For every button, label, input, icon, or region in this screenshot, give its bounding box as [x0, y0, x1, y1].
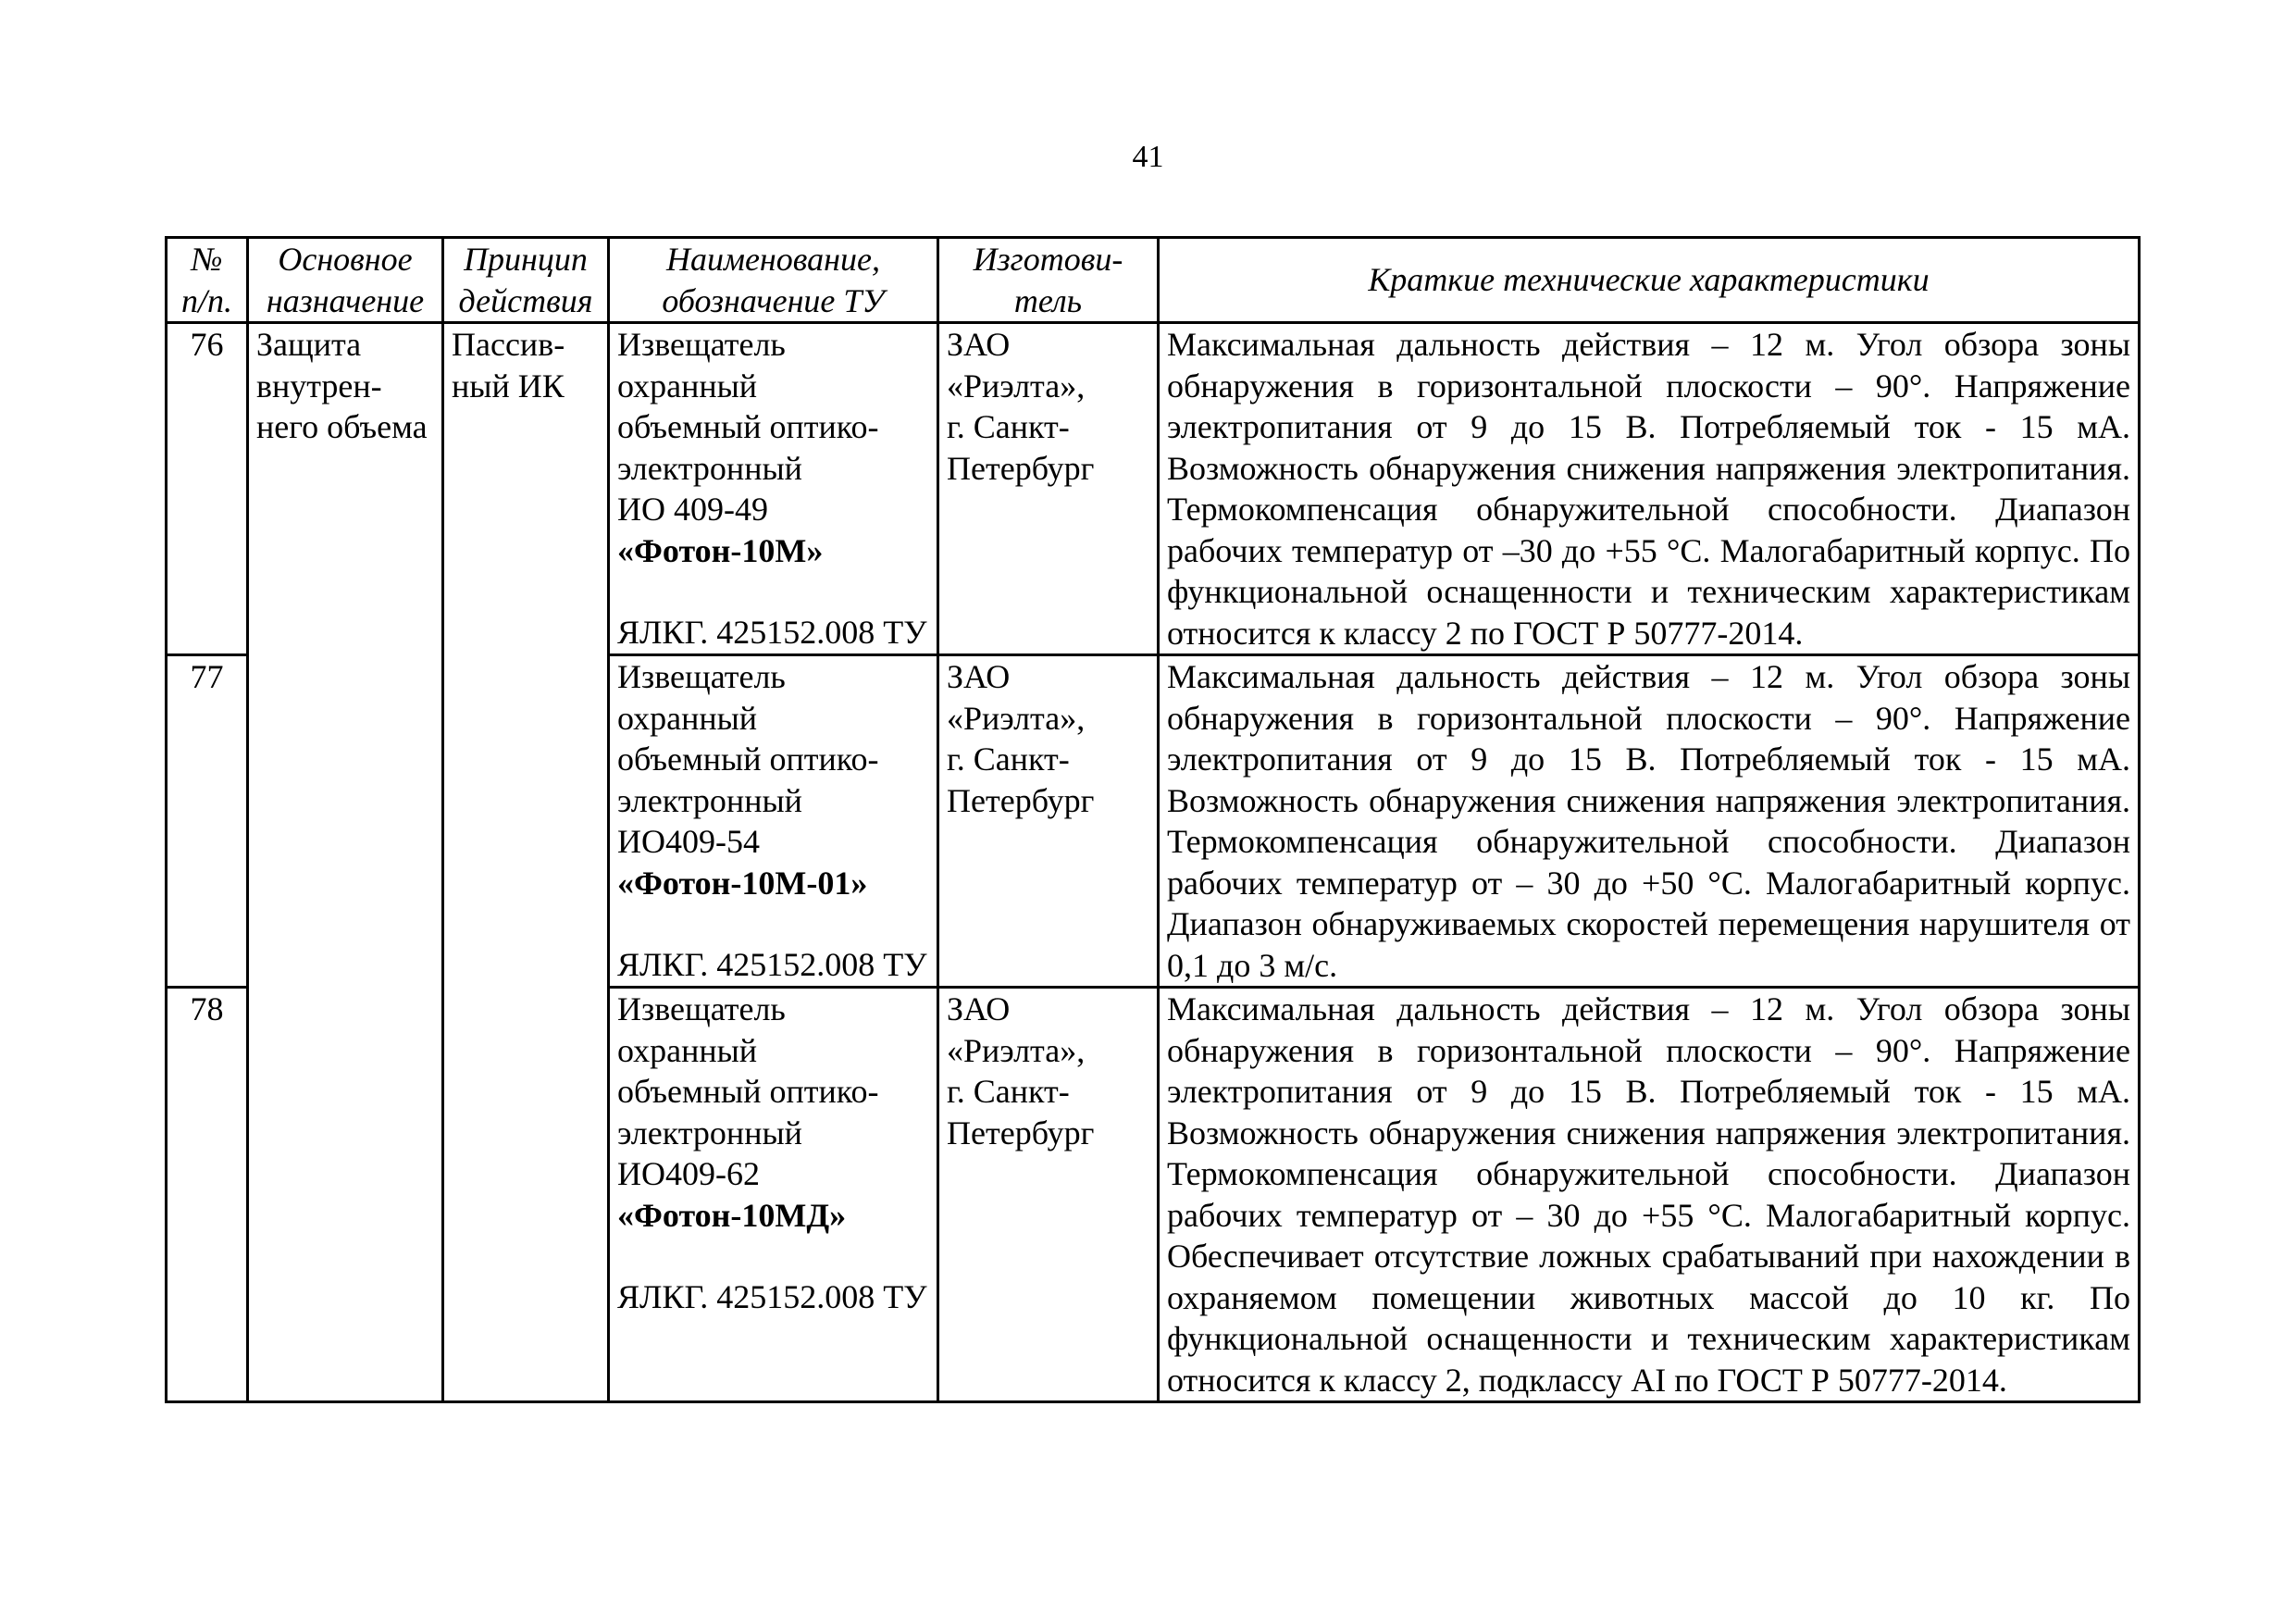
header-num-line2: п/п. [180, 281, 232, 319]
principle-cell [443, 323, 609, 1402]
header-name [609, 238, 938, 323]
header-purpose-line1: Основное [278, 241, 413, 278]
spec-table [165, 236, 2141, 1403]
purpose-cell [248, 323, 443, 1402]
device-model: «Фотон-10М-01» [617, 864, 868, 902]
device-tu: ЯЛКГ. 425152.008 ТУ [617, 1278, 927, 1315]
device-model: «Фотон-10МД» [617, 1196, 847, 1234]
device-name-line: электронный [617, 1114, 802, 1151]
device-tu: ЯЛКГ. 425152.008 ТУ [617, 946, 927, 983]
header-principle-line2: действия [458, 281, 593, 319]
maker-line: Петербург [947, 449, 1095, 487]
table-row [167, 323, 2140, 655]
device-name-cell [609, 655, 938, 988]
device-name-line: ИО409-54 [617, 823, 760, 860]
device-model: «Фотон-10М» [617, 531, 824, 569]
maker-line: «Риэлта», [947, 367, 1086, 404]
page-number: 41 [1132, 140, 1164, 174]
device-name-cell [609, 988, 938, 1402]
maker-line: ЗАО [947, 326, 1011, 363]
specs-cell: Максимальная дальность действия – 12 м. Угол обзора зоны обнаружения в горизонтальной плоскости – 90°. Напряжение электропитания от 9 до 15 В. Потребляемый ток - 15 мА. Возможность обнаружения снижения напряжения электропитания. Термокомпенсация обнаружительной способности. Диапазон рабочих температур от – 30 до +55 °С. Малогабаритный корпус. Обеспечивает отсутствие ложных срабатываний при нахождении в охраняемом помещении животных массой до 10 кг. По функциональной оснащенности и техническим характеристикам относится к классу 2, подклассу АI по ГОСТ Р 50777-2014. [1159, 988, 2140, 1402]
purpose-line: него объема [256, 408, 428, 445]
purpose-line: Защита [256, 326, 362, 363]
principle-line: ный ИК [452, 367, 565, 404]
row-number: 78 [167, 988, 248, 1402]
maker-line: Петербург [947, 781, 1095, 819]
header-purpose [248, 238, 443, 323]
device-name-line: Извещатель [617, 658, 786, 695]
header-name-line2: обозначение ТУ [662, 281, 885, 319]
header-purpose-line2: назначение [266, 281, 425, 319]
maker-cell [938, 655, 1159, 988]
specs-cell: Максимальная дальность действия – 12 м. Угол обзора зоны обнаружения в горизонтальной плоскости – 90°. Напряжение электропитания от 9 до 15 В. Потребляемый ток - 15 мА. Возможность обнаружения снижения напряжения электропитания. Термокомпенсация обнаружительной способности. Диапазон рабочих температур от – 30 до +50 °С. Малогабаритный корпус. Диапазон обнаруживаемых скоростей перемещения нарушителя от 0,1 до 3 м/с. [1159, 655, 2140, 988]
device-name-line: ИО 409-49 [617, 491, 768, 528]
row-number: 77 [167, 655, 248, 988]
device-name-cell [609, 323, 938, 655]
purpose-line: внутрен- [256, 367, 382, 404]
specs-cell: Максимальная дальность действия – 12 м. Угол обзора зоны обнаружения в горизонтальной плоскости – 90°. Напряжение электропитания от 9 до 15 В. Потребляемый ток - 15 мА. Возможность обнаружения снижения напряжения электропитания. Термокомпенсация обнаружительной способности. Диапазон рабочих температур от –30 до +55 °С. Малогабаритный корпус. По функциональной оснащенности и техническим характеристикам относится к классу 2 по ГОСТ Р 50777-2014. [1159, 323, 2140, 655]
device-tu: ЯЛКГ. 425152.008 ТУ [617, 614, 927, 651]
maker-cell [938, 988, 1159, 1402]
header-specs: Краткие технические характеристики [1159, 238, 2140, 323]
maker-line: «Риэлта», [947, 1031, 1086, 1069]
device-name-line: охранный [617, 1031, 758, 1069]
maker-line: «Риэлта», [947, 699, 1086, 737]
maker-line: г. Санкт- [947, 1073, 1070, 1110]
header-name-line1: Наименование, [665, 241, 881, 278]
device-name-line: объемный оптико- [617, 741, 879, 778]
device-name-line: охранный [617, 367, 758, 404]
principle-line: Пассив- [452, 326, 565, 363]
device-name-line: объемный оптико- [617, 1073, 879, 1110]
maker-line: Петербург [947, 1114, 1095, 1151]
maker-cell [938, 323, 1159, 655]
header-maker [938, 238, 1159, 323]
maker-line: г. Санкт- [947, 741, 1070, 778]
device-name-line: электронный [617, 781, 802, 819]
device-name-line: ИО409-62 [617, 1155, 760, 1192]
device-name-line: электронный [617, 449, 802, 487]
maker-line: ЗАО [947, 658, 1011, 695]
device-name-line: охранный [617, 699, 758, 737]
header-maker-line2: тель [1013, 281, 1083, 319]
header-principle-line1: Принцип [464, 241, 588, 278]
maker-line: ЗАО [947, 990, 1011, 1027]
header-row [167, 238, 2140, 323]
header-maker-line1: Изготови- [973, 241, 1123, 278]
header-num [167, 238, 248, 323]
device-name-line: объемный оптико- [617, 408, 879, 445]
device-name-line: Извещатель [617, 990, 786, 1027]
maker-line: г. Санкт- [947, 408, 1070, 445]
header-principle [443, 238, 609, 323]
device-name-line: Извещатель [617, 326, 786, 363]
header-num-line1: № [191, 241, 223, 278]
row-number: 76 [167, 323, 248, 655]
